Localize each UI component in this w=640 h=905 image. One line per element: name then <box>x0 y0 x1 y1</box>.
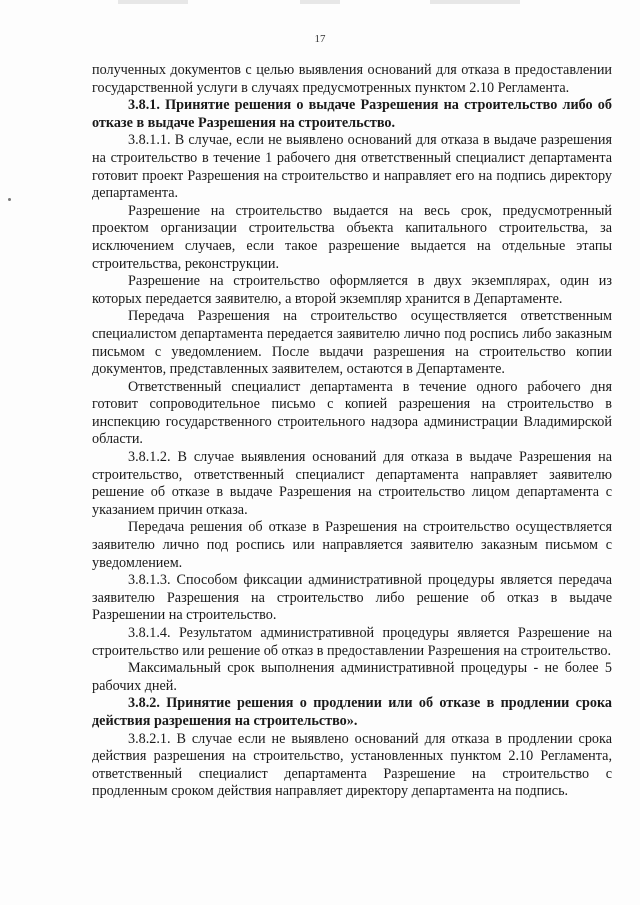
paragraph-permit-term: Разрешение на строительство выдается на весь срок, предусмотренный проектом организации строительства объекта капитального строительства, за исключением случаев, если такое разрешение выдается на отдельные этапы строительства, реконструкции. <box>92 202 612 272</box>
paragraph-max-term: Максимальный срок выполнения административной процедуры - не более 5 рабочих дней. <box>92 660 612 694</box>
paragraph-3-8-1-3: 3.8.1.3. Способом фиксации административной процедуры является передача заявителю Разрешения на строительство либо решение об отказ в выдаче Разрешении на строительство. <box>92 572 612 624</box>
section-heading-3-8-1: 3.8.1. Принятие решения о выдаче Разрешения на строительство либо об отказе в выдаче Разрешения на строительство. <box>92 97 612 131</box>
paragraph-permit-copies: Разрешение на строительство оформляется в двух экземплярах, один из которых передается заявителю, а второй экземпляр хранится в Департаменте. <box>92 273 612 307</box>
section-heading-3-8-2: 3.8.2. Принятие решения о продлении или об отказе в продлении срока действия разрешения на строительство». <box>92 695 612 729</box>
paragraph-3-8-1-1: 3.8.1.1. В случае, если не выявлено оснований для отказа в выдаче разрешения на строительство в течение 1 рабочего дня ответственный специалист департамента готовит проект Разрешения на строительство и направляет его на подпись директору департамента. <box>92 132 612 202</box>
scan-artifact <box>118 0 188 4</box>
paragraph-3-8-2-1: 3.8.2.1. В случае если не выявлено оснований для отказа в продлении срока действия разрешения на строительство, установленных пунктом 2.10 Регламента, ответственный специалист департамента Разрешение на строительство с продленным сроком действия направляет директору департамента на подпись. <box>92 730 612 800</box>
page-number: 17 <box>314 33 326 45</box>
paragraph-3-8-1-4: 3.8.1.4. Результатом административной процедуры является Разрешение на строительство или решение об отказ в предоставлении Разрешения на строительство. <box>92 625 612 659</box>
paragraph-3-8-1-2: 3.8.1.2. В случае выявления оснований для отказа в выдаче Разрешения на строительство, ответственный специалист департамента направляет заявителю решение об отказе в выдаче Разрешения на строительство лицом департамента с указанием причин отказа. <box>92 449 612 518</box>
paragraph-permit-handover: Передача Разрешения на строительство осуществляется ответственным специалистом департамента передается заявителю лично под роспись либо заказным письмом с уведомлением. После выдачи разрешения на строительство копии документов, представленных заявителем, остаются в Департаменте. <box>92 308 612 378</box>
paragraph-continuation: полученных документов с целью выявления оснований для отказа в предоставлении государственной услуги в случаях предусмотренных пунктом 2.10 Регламента. <box>92 62 612 96</box>
paragraph-cover-letter: Ответственный специалист департамента в течение одного рабочего дня готовит сопроводительное письмо с копией разрешения на строительство в инспекцию государственного строительного надзора администрации Владимирской области. <box>92 378 612 448</box>
scan-artifact <box>300 0 340 4</box>
document-body <box>92 62 612 801</box>
scan-speck <box>8 198 11 201</box>
scan-artifact <box>430 0 520 4</box>
paragraph-refusal-handover: Передача решения об отказе в Разрешения на строительство осуществляется заявителю лично под роспись или направляется заявителю заказным письмом с уведомлением. <box>92 519 612 571</box>
